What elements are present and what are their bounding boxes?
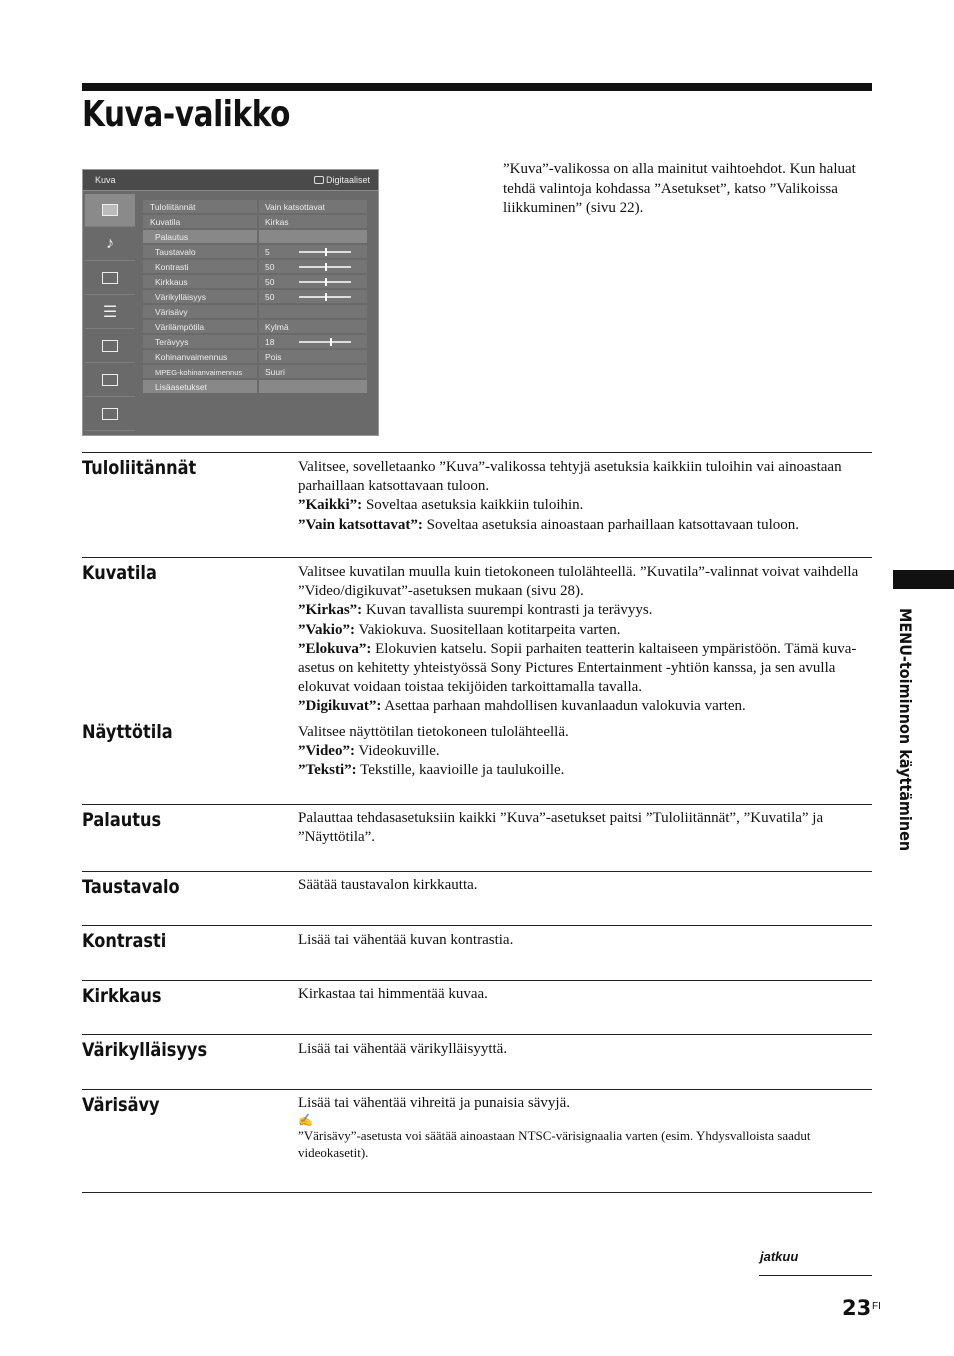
section-rule [82,1089,872,1090]
term-taustavalo: Taustavalo [82,876,180,898]
desc-palautus: Palauttaa tehdasasetuksiin kaikki ”Kuva”-asetukset paitsi ”Tuloliitännät”, ”Kuvatila” ja ”Näyttötila”. [298,810,824,846]
menu-row: Lisäasetukset [143,380,367,395]
level-bar [299,296,351,298]
intro-text: ”Kuva”-valikossa on alla mainitut vaihtoehdot. Kun haluat tehdä valintoja kohdassa ”Asetukset”, katso ”Valikoissa liikkuminen” (sivu 22). [503,161,856,216]
level-bar [299,281,351,283]
section-rule [82,871,872,872]
term-varikyllaisyys: Värikylläisyys [82,1039,208,1061]
term-kontrasti: Kontrasti [82,930,167,952]
desc-kuvatila: Valitsee kuvatilan muulla kuin tietokoneen tulolähteellä. ”Kuvatila”-valinnat voivat vaihdella ”Video/digikuvat”-asetuksen mukaan (sivu 28). ”Kirkas”: Kuvan tavallista suurempi kontrasti ja terävyys. ”Vakio”: Vakiokuva. Suositellaan kotitarpeita varten. ”Elokuva”: Elokuvien katselu. Sopii parhaiten teatterin kaltaiseen ympäristöön. Tämä kuva-asetus on kehitetty yhteistyössä Sony Pictures Entertainment -yhtiön kanssa, ja sen avulla elokuvat voidaan toistaa tekijöiden tarkoittamalla tavalla. ”Digikuvat”: Asettaa parhaan mahdollisen kuvanlaadun valokuvia varten. [298,564,859,715]
section-rule [82,557,872,558]
picture-icon [85,194,135,227]
level-bar [299,341,351,343]
analog-setup-icon [85,364,135,397]
menu-row: Värilämpötila Kylmä [143,320,367,335]
desc-varisavy: Lisää tai vähentää vihreitä ja punaisia sävyjä. ✍ ”Värisävy”-asetusta voi säätää ainoastaan NTSC-värisignaalia varten (esim. Yhdysvalloista saadut videokasetit). [298,1094,874,1161]
screen-icon [85,262,135,295]
section-rule [82,980,872,981]
page-title: Kuva-valikko [82,94,291,135]
menu-row: Kontrasti 50 [143,260,367,275]
source-icon [314,176,324,184]
menu-title: Kuva [95,175,116,185]
desc-tuloliitannat: Valitsee, sovelletaanko ”Kuva”-valikossa tehtyjä asetuksia kaikkiin tuloihin vai ainoastaan parhaillaan katsottavaan tuloon. ”Kaikki”: Soveltaa asetuksia kaikkiin tuloihin. ”Vain katsottavat”: Soveltaa asetuksia ainoastaan parhaillaan katsottavaan tuloon. [298,459,842,533]
term-varisavy: Värisävy [82,1094,160,1116]
menu-row: Terävyys 18 [143,335,367,350]
menu-row: Kohinanvaimennus Pois [143,350,367,365]
section-rule [82,1034,872,1035]
settings-list-icon: ☰ [85,296,135,329]
level-bar [299,251,351,253]
page-number: 23 [842,1296,872,1320]
desc-nayttotila: Valitsee näyttötilan tietokoneen tulolähteellä. ”Video”: Videokuville. ”Teksti”: Tekstille, kaavioille ja taulukoille. [298,724,569,779]
term-nayttotila: Näyttötila [82,721,173,743]
tv-menu-screenshot [82,169,379,436]
section-rule [82,452,872,453]
term-tuloliitannat: Tuloliitännät [82,457,197,479]
continued-label: jatkuu [760,1249,799,1264]
top-rule [82,83,872,91]
section-rule [82,925,872,926]
side-tab-marker [893,570,954,589]
menu-row: Palautus [143,230,367,245]
menu-icon-bar [85,194,135,432]
section-rule [82,804,872,805]
menu-header [83,170,378,191]
note-pencil-icon: ✍ [298,1113,313,1128]
section-rule [82,1192,872,1193]
side-section-label: MENU-toiminnon käyttäminen [896,608,915,852]
term-kirkkaus: Kirkkaus [82,985,162,1007]
term-palautus: Palautus [82,809,162,831]
note-text: ”Värisävy”-asetusta voi säätää ainoastaan NTSC-värisignaalia varten (esim. Yhdysvalloista saadut videokasetit). [298,1128,811,1161]
menu-row: MPEG-kohinanvaimennus Suuri [143,365,367,380]
menu-row: Värikylläisyys 50 [143,290,367,305]
menu-row: Taustavalo 5 [143,245,367,260]
desc-taustavalo: Säätää taustavalon kirkkautta. [298,877,478,893]
continued-rule [759,1275,872,1276]
menu-row: Tuloliitännät Vain katsottavat [143,200,367,215]
sound-icon: ♪ [85,228,135,261]
desc-varikyllaisyys: Lisää tai vähentää värikylläisyyttä. [298,1041,508,1057]
menu-row: Kirkkaus 50 [143,275,367,290]
term-kuvatila: Kuvatila [82,562,157,584]
menu-source-label: Digitaaliset [325,175,370,185]
digital-setup-icon [85,398,135,431]
pc-icon [85,330,135,363]
desc-kirkkaus: Kirkastaa tai himmentää kuvaa. [298,986,488,1002]
menu-rows [143,200,367,395]
desc-kontrasti: Lisää tai vähentää kuvan kontrastia. [298,932,514,948]
page-language: FI [872,1301,881,1312]
menu-row: Värisävy [143,305,367,320]
menu-row: Kuvatila Kirkas [143,215,367,230]
menu-source [314,175,370,185]
level-bar [299,266,351,268]
